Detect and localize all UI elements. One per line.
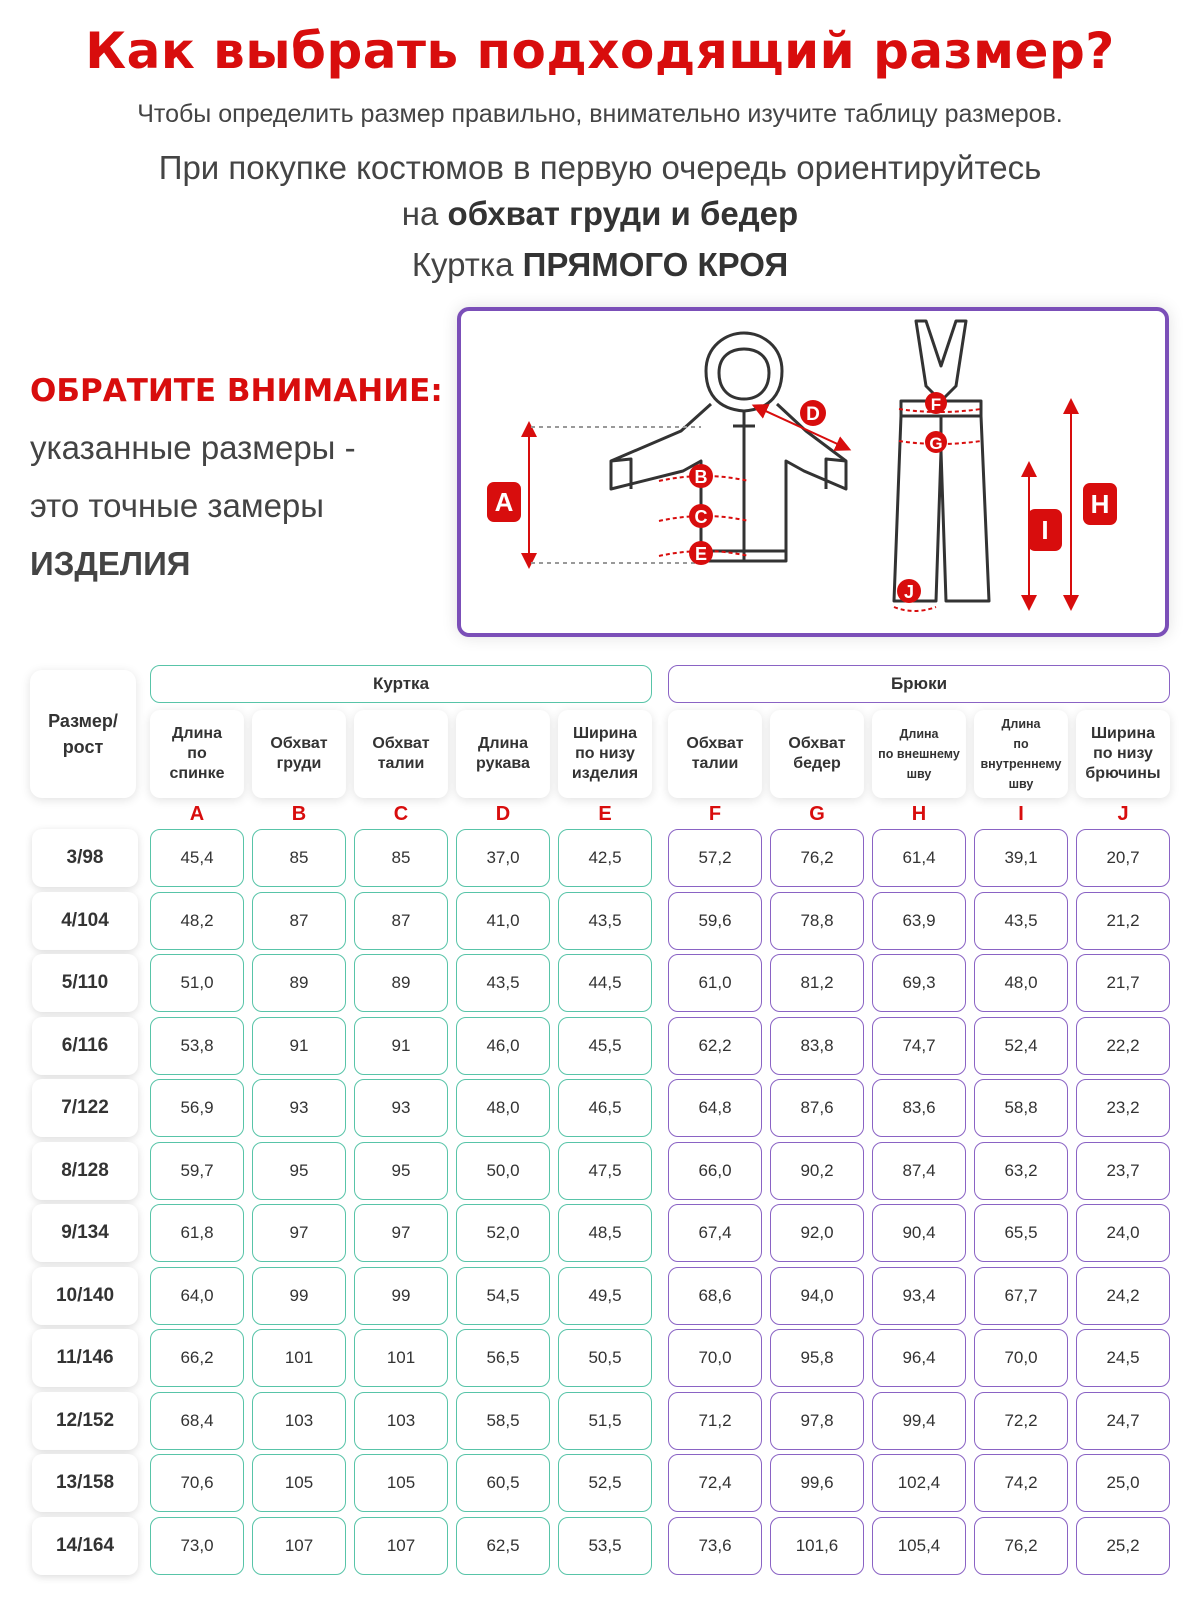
table-cell: 23,7 bbox=[1076, 1142, 1170, 1200]
table-cell: 91 bbox=[252, 1017, 346, 1075]
table-cell: 24,2 bbox=[1076, 1267, 1170, 1325]
table-cell: 53,8 bbox=[150, 1017, 244, 1075]
table-cell: 52,4 bbox=[974, 1017, 1068, 1075]
table-cell: 68,4 bbox=[150, 1392, 244, 1450]
table-cell: 57,2 bbox=[668, 829, 762, 887]
size-label: 10/140 bbox=[32, 1267, 138, 1325]
table-cell: 105 bbox=[354, 1454, 448, 1512]
table-cell: 56,5 bbox=[456, 1329, 550, 1387]
column-letter: I bbox=[1018, 803, 1024, 825]
size-label: 3/98 bbox=[32, 829, 138, 887]
column-letter: C bbox=[393, 803, 409, 825]
size-label: 5/110 bbox=[32, 954, 138, 1012]
table-row bbox=[0, 828, 1200, 888]
table-cell: 78,8 bbox=[770, 892, 864, 950]
size-label: 7/122 bbox=[32, 1079, 138, 1137]
table-cell: 74,7 bbox=[872, 1017, 966, 1075]
table-row bbox=[0, 1078, 1200, 1138]
label-a: A bbox=[494, 487, 514, 517]
table-cell: 93 bbox=[354, 1079, 448, 1137]
label-h: H bbox=[1090, 489, 1110, 519]
table-cell: 89 bbox=[354, 954, 448, 1012]
table-cell: 101 bbox=[354, 1329, 448, 1387]
table-cell: 52,5 bbox=[558, 1454, 652, 1512]
size-label: 9/134 bbox=[32, 1204, 138, 1262]
table-cell: 85 bbox=[252, 829, 346, 887]
size-tip-pre: на bbox=[401, 195, 448, 232]
table-cell: 48,0 bbox=[456, 1079, 550, 1137]
jacket-group-header: Куртка bbox=[150, 665, 652, 703]
table-cell: 67,4 bbox=[668, 1204, 762, 1262]
table-cell: 59,7 bbox=[150, 1142, 244, 1200]
column-header: Длина по спинке bbox=[150, 710, 244, 798]
table-cell: 43,5 bbox=[456, 954, 550, 1012]
table-cell: 24,5 bbox=[1076, 1329, 1170, 1387]
table-cell: 85 bbox=[354, 829, 448, 887]
table-row bbox=[0, 1328, 1200, 1388]
table-cell: 56,9 bbox=[150, 1079, 244, 1137]
label-f: F bbox=[930, 395, 942, 414]
size-label: 11/146 bbox=[32, 1329, 138, 1387]
table-cell: 61,0 bbox=[668, 954, 762, 1012]
column-header: Обхват бедер bbox=[770, 710, 864, 798]
table-cell: 101,6 bbox=[770, 1517, 864, 1575]
table-cell: 54,5 bbox=[456, 1267, 550, 1325]
table-cell: 107 bbox=[354, 1517, 448, 1575]
pants-group-header: Брюки bbox=[668, 665, 1170, 703]
table-cell: 23,2 bbox=[1076, 1079, 1170, 1137]
column-letter: B bbox=[291, 803, 307, 825]
table-cell: 37,0 bbox=[456, 829, 550, 887]
jacket-cut-bold: ПРЯМОГО КРОЯ bbox=[522, 246, 789, 283]
table-cell: 89 bbox=[252, 954, 346, 1012]
table-row bbox=[0, 1203, 1200, 1263]
table-cell: 21,2 bbox=[1076, 892, 1170, 950]
label-d: D bbox=[806, 404, 820, 425]
table-cell: 63,2 bbox=[974, 1142, 1068, 1200]
table-cell: 105 bbox=[252, 1454, 346, 1512]
column-header: Длина по внутреннему шву bbox=[974, 710, 1068, 798]
table-cell: 60,5 bbox=[456, 1454, 550, 1512]
table-cell: 73,6 bbox=[668, 1517, 762, 1575]
table-cell: 46,5 bbox=[558, 1079, 652, 1137]
table-cell: 63,9 bbox=[872, 892, 966, 950]
table-cell: 39,1 bbox=[974, 829, 1068, 887]
size-label: 13/158 bbox=[32, 1454, 138, 1512]
column-letter: F bbox=[708, 803, 722, 825]
column-header: Обхват талии bbox=[668, 710, 762, 798]
table-cell: 59,6 bbox=[668, 892, 762, 950]
table-cell: 93,4 bbox=[872, 1267, 966, 1325]
measurement-diagram bbox=[457, 307, 1169, 637]
table-cell: 51,0 bbox=[150, 954, 244, 1012]
table-cell: 49,5 bbox=[558, 1267, 652, 1325]
table-cell: 66,2 bbox=[150, 1329, 244, 1387]
table-cell: 87,4 bbox=[872, 1142, 966, 1200]
table-cell: 53,5 bbox=[558, 1517, 652, 1575]
table-row bbox=[0, 1016, 1200, 1076]
table-cell: 41,0 bbox=[456, 892, 550, 950]
column-header: Ширина по низу изделия bbox=[558, 710, 652, 798]
table-cell: 83,8 bbox=[770, 1017, 864, 1075]
table-cell: 76,2 bbox=[974, 1517, 1068, 1575]
table-row bbox=[0, 1453, 1200, 1513]
table-cell: 50,5 bbox=[558, 1329, 652, 1387]
column-header: Длина по внешнему шву bbox=[872, 710, 966, 798]
jacket-cut-note bbox=[0, 246, 1200, 284]
table-cell: 99,4 bbox=[872, 1392, 966, 1450]
table-cell: 96,4 bbox=[872, 1329, 966, 1387]
table-cell: 51,5 bbox=[558, 1392, 652, 1450]
table-cell: 95 bbox=[252, 1142, 346, 1200]
table-cell: 45,4 bbox=[150, 829, 244, 887]
table-cell: 25,0 bbox=[1076, 1454, 1170, 1512]
attention-note bbox=[30, 373, 450, 583]
column-header: Длина рукава bbox=[456, 710, 550, 798]
table-cell: 46,0 bbox=[456, 1017, 550, 1075]
table-cell: 66,0 bbox=[668, 1142, 762, 1200]
table-cell: 70,0 bbox=[668, 1329, 762, 1387]
table-cell: 22,2 bbox=[1076, 1017, 1170, 1075]
table-cell: 21,7 bbox=[1076, 954, 1170, 1012]
table-cell: 64,8 bbox=[668, 1079, 762, 1137]
size-label: 6/116 bbox=[32, 1017, 138, 1075]
table-cell: 87 bbox=[252, 892, 346, 950]
table-cell: 58,5 bbox=[456, 1392, 550, 1450]
table-cell: 64,0 bbox=[150, 1267, 244, 1325]
size-tip-line1: При покупке костюмов в первую очередь ориентируйтесь bbox=[158, 149, 1042, 186]
column-letter: E bbox=[598, 803, 612, 825]
table-cell: 72,2 bbox=[974, 1392, 1068, 1450]
table-cell: 52,0 bbox=[456, 1204, 550, 1262]
label-i: I bbox=[1041, 515, 1049, 545]
table-row bbox=[0, 891, 1200, 951]
table-cell: 24,0 bbox=[1076, 1204, 1170, 1262]
table-cell: 87 bbox=[354, 892, 448, 950]
table-row bbox=[0, 1266, 1200, 1326]
label-j: J bbox=[903, 582, 915, 602]
table-cell: 103 bbox=[252, 1392, 346, 1450]
size-label: 14/164 bbox=[32, 1517, 138, 1575]
column-header: Обхват груди bbox=[252, 710, 346, 798]
table-cell: 20,7 bbox=[1076, 829, 1170, 887]
attention-line-3: ИЗДЕЛИЯ bbox=[30, 545, 191, 582]
table-cell: 91 bbox=[354, 1017, 448, 1075]
table-cell: 25,2 bbox=[1076, 1517, 1170, 1575]
size-label: 12/152 bbox=[32, 1392, 138, 1450]
label-e: E bbox=[694, 544, 708, 564]
table-cell: 97 bbox=[252, 1204, 346, 1262]
table-cell: 47,5 bbox=[558, 1142, 652, 1200]
table-cell: 90,2 bbox=[770, 1142, 864, 1200]
table-cell: 50,0 bbox=[456, 1142, 550, 1200]
table-row bbox=[0, 953, 1200, 1013]
table-cell: 95,8 bbox=[770, 1329, 864, 1387]
table-row bbox=[0, 1141, 1200, 1201]
table-row bbox=[0, 1516, 1200, 1576]
table-cell: 101 bbox=[252, 1329, 346, 1387]
table-cell: 43,5 bbox=[974, 892, 1068, 950]
table-cell: 103 bbox=[354, 1392, 448, 1450]
label-c: C bbox=[694, 507, 708, 527]
table-cell: 68,6 bbox=[668, 1267, 762, 1325]
table-cell: 74,2 bbox=[974, 1454, 1068, 1512]
table-cell: 87,6 bbox=[770, 1079, 864, 1137]
size-tip-bold: обхват груди и бедер bbox=[447, 195, 799, 232]
table-cell: 44,5 bbox=[558, 954, 652, 1012]
table-cell: 70,6 bbox=[150, 1454, 244, 1512]
page-title: Как выбрать подходящий размер? bbox=[85, 22, 1115, 80]
table-cell: 48,0 bbox=[974, 954, 1068, 1012]
column-header: Обхват талии bbox=[354, 710, 448, 798]
table-cell: 93 bbox=[252, 1079, 346, 1137]
table-cell: 107 bbox=[252, 1517, 346, 1575]
jacket-cut-pre: Куртка bbox=[411, 246, 523, 283]
label-g: G bbox=[929, 434, 943, 453]
table-cell: 99 bbox=[252, 1267, 346, 1325]
table-cell: 83,6 bbox=[872, 1079, 966, 1137]
table-cell: 61,4 bbox=[872, 829, 966, 887]
attention-line-1: указанные размеры - bbox=[30, 429, 356, 466]
attention-heading: ОБРАТИТЕ ВНИМАНИЕ: bbox=[30, 373, 443, 409]
column-header: Ширина по низу брючины bbox=[1076, 710, 1170, 798]
pants-icon bbox=[894, 321, 989, 601]
table-cell: 102,4 bbox=[872, 1454, 966, 1512]
table-cell: 67,7 bbox=[974, 1267, 1068, 1325]
table-cell: 42,5 bbox=[558, 829, 652, 887]
column-letter: D bbox=[495, 803, 511, 825]
table-cell: 48,5 bbox=[558, 1204, 652, 1262]
size-label: 4/104 bbox=[32, 892, 138, 950]
label-b: B bbox=[694, 467, 708, 487]
table-cell: 99,6 bbox=[770, 1454, 864, 1512]
garment-illustration bbox=[461, 311, 1165, 633]
table-cell: 92,0 bbox=[770, 1204, 864, 1262]
table-cell: 95 bbox=[354, 1142, 448, 1200]
table-cell: 97,8 bbox=[770, 1392, 864, 1450]
table-cell: 69,3 bbox=[872, 954, 966, 1012]
page-subtitle: Чтобы определить размер правильно, внимательно изучите таблицу размеров. bbox=[137, 100, 1063, 128]
table-cell: 105,4 bbox=[872, 1517, 966, 1575]
table-cell: 43,5 bbox=[558, 892, 652, 950]
table-cell: 90,4 bbox=[872, 1204, 966, 1262]
attention-line-2: это точные замеры bbox=[30, 487, 325, 524]
table-cell: 58,8 bbox=[974, 1079, 1068, 1137]
table-cell: 99 bbox=[354, 1267, 448, 1325]
table-cell: 94,0 bbox=[770, 1267, 864, 1325]
table-cell: 97 bbox=[354, 1204, 448, 1262]
size-label: 8/128 bbox=[32, 1142, 138, 1200]
table-cell: 73,0 bbox=[150, 1517, 244, 1575]
column-letter: H bbox=[911, 803, 927, 825]
table-cell: 61,8 bbox=[150, 1204, 244, 1262]
size-tip-line2 bbox=[0, 191, 1200, 237]
table-cell: 62,2 bbox=[668, 1017, 762, 1075]
table-cell: 72,4 bbox=[668, 1454, 762, 1512]
table-row bbox=[0, 1391, 1200, 1451]
table-cell: 24,7 bbox=[1076, 1392, 1170, 1450]
table-cell: 45,5 bbox=[558, 1017, 652, 1075]
table-cell: 62,5 bbox=[456, 1517, 550, 1575]
table-cell: 71,2 bbox=[668, 1392, 762, 1450]
table-cell: 81,2 bbox=[770, 954, 864, 1012]
size-tip bbox=[0, 145, 1200, 237]
table-cell: 48,2 bbox=[150, 892, 244, 950]
size-column-header: Размер/ рост bbox=[30, 670, 136, 798]
column-letter: G bbox=[809, 803, 825, 825]
column-letter: A bbox=[189, 803, 205, 825]
table-cell: 70,0 bbox=[974, 1329, 1068, 1387]
jacket-icon bbox=[611, 333, 846, 561]
table-cell: 65,5 bbox=[974, 1204, 1068, 1262]
table-cell: 76,2 bbox=[770, 829, 864, 887]
column-letter: J bbox=[1117, 803, 1129, 825]
